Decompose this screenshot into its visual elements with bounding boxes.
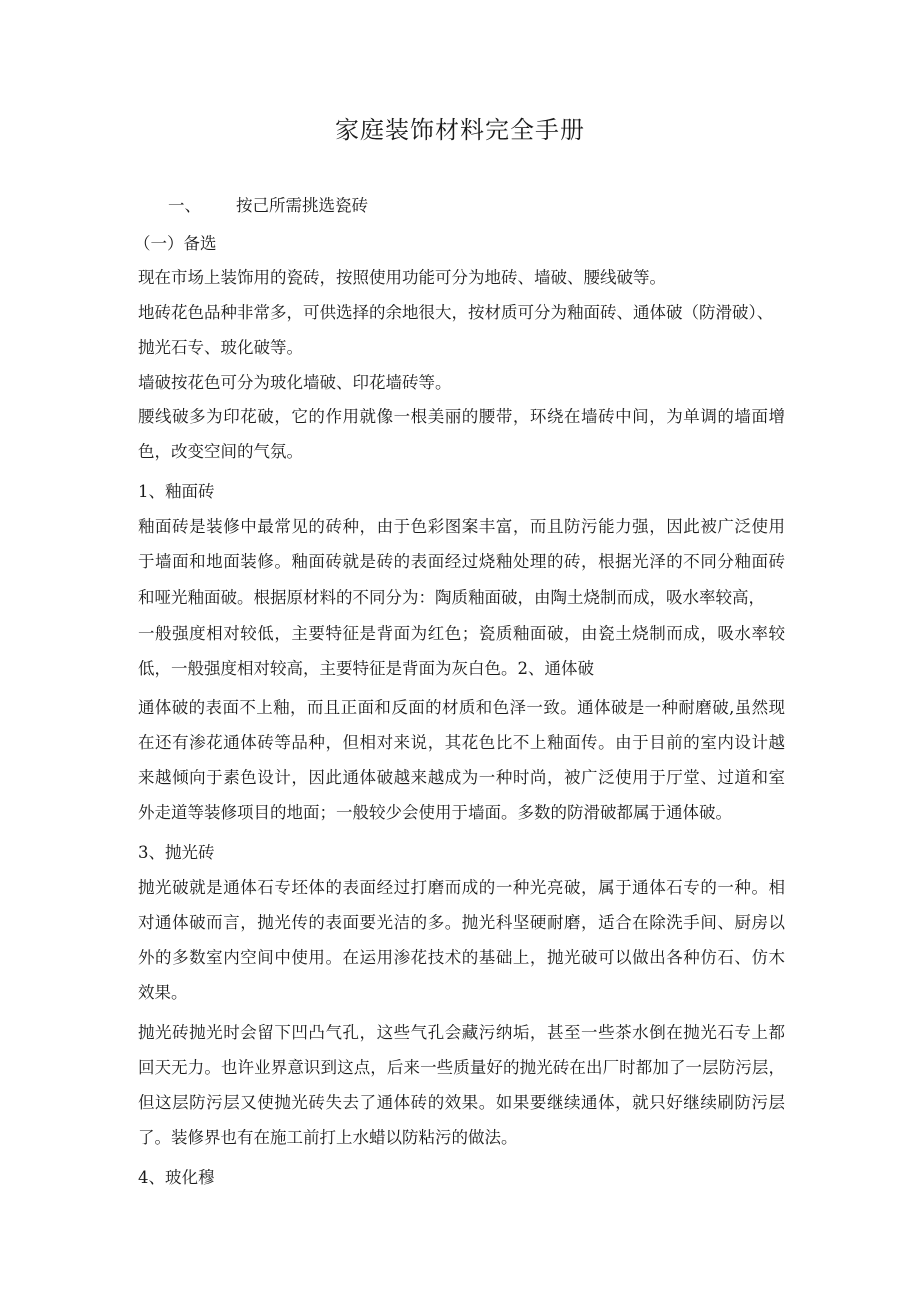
- paragraph-line: 外走道等装修项目的地面；一般较少会使用于墙面。多数的防滑破都属于通体破。: [138, 803, 732, 822]
- paragraph-line: 了。装修界也有在施工前打上水蜡以防粘污的做法。: [138, 1128, 518, 1147]
- paragraph-line: 通体破的表面不上釉，而且正面和反面的材质和色泽一致。通体破是一种耐磨破,虽然现: [138, 698, 785, 717]
- paragraph-line: 但这层防污层又使抛光砖失去了通体砖的效果。如果要继续通体，就只好继续刷防污层: [138, 1093, 785, 1112]
- paragraph-line: 和哑光釉面破。根据原材料的不同分为：陶质釉面破，由陶土烧制而成，吸水率较高，: [138, 588, 765, 607]
- item-heading: 3、抛光砖: [138, 843, 215, 862]
- paragraph-line: 效果。: [138, 983, 188, 1002]
- item-heading: 4、玻化穆: [138, 1168, 215, 1187]
- paragraph-line: 抛光石专、玻化破等。: [138, 338, 303, 357]
- paragraph-line: 地砖花色品种非常多，可供选择的余地很大，按材质可分为釉面砖、通体破（防滑破）、: [138, 303, 774, 322]
- item-heading: 1、釉面砖: [138, 482, 215, 501]
- document-title: 家庭装饰材料完全手册: [335, 116, 585, 144]
- paragraph-line: 腰线破多为印花破，它的作用就像一根美丽的腰带，环绕在墙砖中间，为单调的墙面增: [138, 407, 785, 426]
- section-heading-text: 按己所需挑选瓷砖: [236, 196, 368, 215]
- paragraph-line: 回天无力。也许业界意识到这点，后来一些质量好的抛光砖在出厂时都加了一层防污层，: [138, 1058, 785, 1077]
- paragraph-line: 外的多数室内空间中使用。在运用渗花技术的基础上，抛光破可以做出各种仿石、仿木: [138, 948, 785, 967]
- paragraph-line: 墙破按花色可分为玻化墙破、印花墙砖等。: [138, 373, 452, 392]
- paragraph-line: 来越倾向于素色设计，因此通体破越来越成为一种时尚，被广泛使用于厅堂、过道和室: [138, 768, 785, 787]
- paragraph-line: 一般强度相对较低，主要特征是背面为红色；瓷质釉面破，由瓷土烧制而成，吸水率较: [138, 624, 785, 643]
- paragraph-line: 釉面砖是装修中最常见的砖种，由于色彩图案丰富，而且防污能力强，因此被广泛使用: [138, 517, 785, 536]
- paragraph-line: 色，改变空间的气氛。: [138, 442, 303, 461]
- section-number: 一、: [168, 196, 201, 215]
- subsection-heading: （一）备选: [134, 234, 217, 253]
- paragraph-line: 现在市场上装饰用的瓷砖，按照使用功能可分为地砖、墙破、腰线破等。: [138, 268, 666, 287]
- paragraph-line: 抛光砖抛光时会留下凹凸气孔，这些气孔会藏污纳垢，甚至一些茶水倒在抛光石专上都: [138, 1023, 785, 1042]
- paragraph-line: 对通体破而言，抛光传的表面要光洁的多。抛光科坚硬耐磨，适合在除洗手间、厨房以: [138, 913, 785, 932]
- paragraph-line: 在还有渗花通体砖等品种，但相对来说，其花色比不上釉面传。由于目前的室内设计越: [138, 733, 785, 752]
- paragraph-line: 低，一般强度相对较高，主要特征是背面为灰白色。2、通体破: [138, 659, 594, 678]
- paragraph-line: 抛光破就是通体石专坯体的表面经过打磨而成的一种光亮破，属于通体石专的一种。相: [138, 878, 785, 897]
- paragraph-line: 于墙面和地面装修。釉面砖就是砖的表面经过烧釉处理的砖，根据光泽的不同分釉面砖: [138, 552, 785, 571]
